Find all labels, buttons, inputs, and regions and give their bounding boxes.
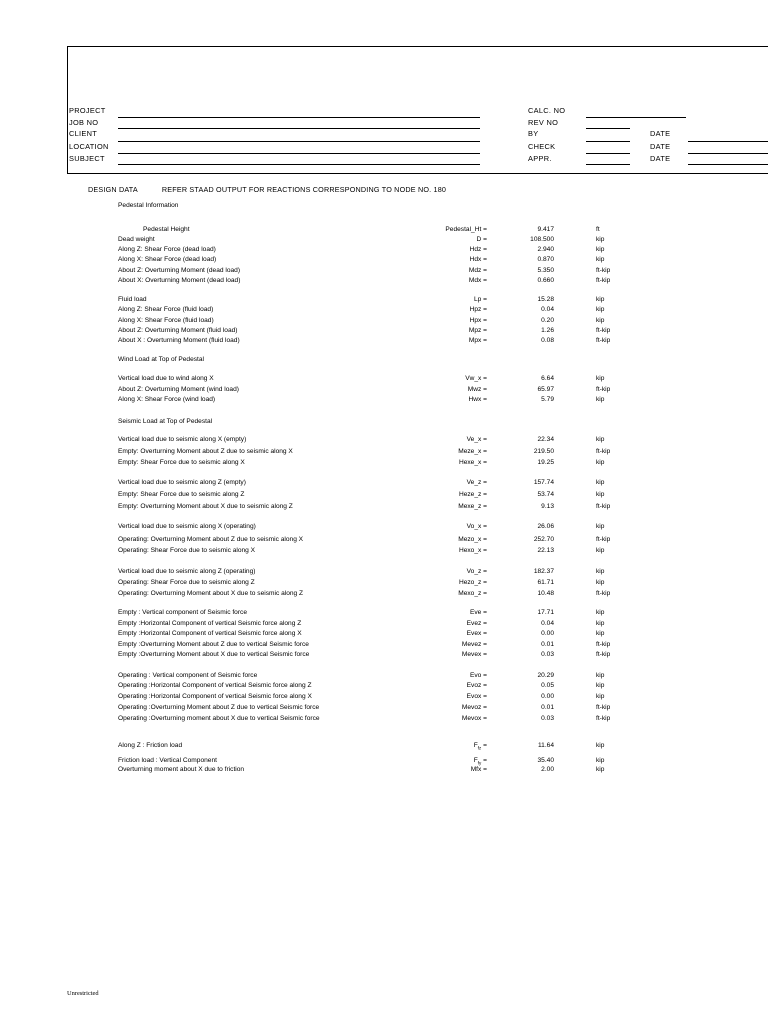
row-description: Operating : Vertical component of Seismic force [118,672,258,679]
row-value: 26.06 [537,523,554,530]
row-unit: ft-kip [596,327,611,334]
symbol-base: F [473,742,478,749]
row-description: Vertical load due to wind along X [118,375,214,382]
row-value: 9.13 [541,503,554,510]
row-description: About Z: Overturning Moment (fluid load) [118,327,238,334]
row-unit: kip [596,459,605,466]
row-symbol: Ve_x = [466,436,487,443]
design-data-label: DESIGN DATA [88,185,138,194]
row-value: 19.25 [537,459,554,466]
check-label: CHECK [528,142,556,151]
row-unit: kip [596,317,605,324]
project-field [118,117,480,118]
load-row [0,255,768,265]
row-description: Along Z: Shear Force (fluid load) [118,306,214,313]
row-unit: ft-kip [596,651,611,658]
row-unit: kip [596,620,605,627]
location-label: LOCATION [69,142,109,151]
row-symbol: Hpz = [469,306,487,313]
row-value: 65.97 [537,386,554,393]
row-unit: kip [596,568,605,575]
rev-no-label: REV NO [528,118,559,127]
row-description: Fluid load [118,296,147,303]
row-description: Along X: Shear Force (wind load) [118,396,216,403]
row-description: Vertical load due to seismic along Z (operating) [118,568,256,575]
row-symbol: Hdz = [469,246,487,253]
row-value: 0.660 [537,277,554,284]
load-row [0,681,768,691]
row-symbol: Hexo_x = [458,547,487,554]
row-description: Operating :Overturning Moment about Z due to vertical Seismic force [118,704,320,711]
row-unit: ft-kip [596,590,611,597]
row-value: 0.05 [541,682,554,689]
date-field-1 [688,141,768,142]
row-unit: kip [596,396,605,403]
row-unit: kip [596,609,605,616]
row-value: 35.40 [537,757,554,764]
load-row [0,619,768,629]
subject-field [118,164,480,165]
row-value: 182.37 [533,568,554,575]
row-unit: ft [596,226,600,233]
row-unit: ft-kip [596,277,611,284]
row-symbol: Mevez = [461,641,487,648]
row-value: 219.50 [533,448,554,455]
row-description: Vertical load due to seismic along X (empty) [118,436,247,443]
row-value: 108.500 [530,236,554,243]
row-symbol: Mexo_z = [458,590,487,597]
load-row [0,276,768,286]
row-value: 0.03 [541,651,554,658]
load-row [0,295,768,305]
row-symbol: Mdx = [468,277,487,284]
row-value: 20.29 [537,672,554,679]
row-description: Friction load : Vertical Component [118,757,217,764]
row-value: 0.00 [541,630,554,637]
row-description: About X: Overturning Moment (dead load) [118,277,241,284]
load-row [0,447,768,457]
row-unit: ft-kip [596,704,611,711]
row-symbol: Mdz = [468,267,487,274]
date-label-1: DATE [650,129,671,138]
row-unit: kip [596,375,605,382]
load-row [0,567,768,577]
row-unit: kip [596,547,605,554]
row-symbol: Mpz = [468,327,487,334]
row-unit: kip [596,630,605,637]
symbol-subscript: fy [477,760,482,766]
row-value: 0.20 [541,317,554,324]
section-wind: Wind Load at Top of Pedestal [118,356,205,363]
load-row [0,395,768,405]
row-symbol: Hdx = [469,256,487,263]
row-description: Operating :Overturning moment about X due to vertical Seismic force [118,715,320,722]
row-symbol: Eve = [469,609,487,616]
rev-no-field [586,128,630,129]
row-value: 1.26 [541,327,554,334]
row-symbol: Mpx = [468,337,487,344]
row-value: 61.71 [537,579,554,586]
row-description: About X : Overturning Moment (fluid load) [118,337,240,344]
row-value: 2.00 [541,766,554,773]
row-description: Along X: Shear Force (fluid load) [118,317,214,324]
row-value: 0.04 [541,620,554,627]
load-row [0,316,768,326]
date-label-2: DATE [650,142,671,151]
row-description: Vertical load due to seismic along X (operating) [118,523,256,530]
row-symbol: Ve_z = [466,479,487,486]
row-symbol: Hpx = [469,317,487,324]
row-description: Operating :Horizontal Component of vertical Seismic force along X [118,693,312,700]
row-description: Along Z : Friction load [118,742,183,749]
row-symbol: Hezo_z = [458,579,487,586]
load-row [0,589,768,599]
row-value: 0.870 [537,256,554,263]
job-no-label: JOB NO [69,118,99,127]
row-symbol: Evo = [469,672,487,679]
row-value: 9.417 [537,226,554,233]
row-value: 53.74 [537,491,554,498]
row-description: Overturning moment about X due to friction [118,766,245,773]
design-data-note: REFER STAAD OUTPUT FOR REACTIONS CORRESPONDING TO NODE NO. 180 [161,185,447,194]
row-unit: ft-kip [596,386,611,393]
row-unit: kip [596,682,605,689]
row-value: 6.64 [541,375,554,382]
symbol-subscript: fz [477,745,482,751]
row-value: 11.64 [537,742,554,749]
date-label-3: DATE [650,154,671,163]
row-unit: ft-kip [596,267,611,274]
row-symbol: Evex = [466,630,487,637]
row-value: 22.34 [537,436,554,443]
design-data-line [88,185,446,194]
row-symbol: Evox = [466,693,487,700]
row-symbol: D = [476,236,487,243]
row-symbol: Vo_x = [466,523,487,530]
row-description: Empty :Horizontal Component of vertical Seismic force along Z [118,620,302,627]
row-description: Dead weight [118,236,155,243]
row-value: 22.13 [537,547,554,554]
load-row [0,578,768,588]
date-field-2 [688,153,768,154]
load-row [0,714,768,724]
load-row [0,650,768,660]
row-symbol: Evoz = [466,682,487,689]
calc-no-label: CALC. NO [528,106,566,115]
load-row [0,522,768,532]
row-value: 2.940 [537,246,554,253]
row-unit: ft-kip [596,337,611,344]
load-row [0,535,768,545]
load-row [0,692,768,702]
client-field [118,141,480,142]
row-description: Empty: Shear Force due to seismic along Z [118,491,245,498]
row-value: 0.03 [541,715,554,722]
check-field [586,153,630,154]
row-description: Operating: Overturning Moment about X due to seismic along Z [118,590,304,597]
row-description: Operating: Shear Force due to seismic along X [118,547,256,554]
row-value: 0.08 [541,337,554,344]
row-value: 0.00 [541,693,554,700]
load-row [0,235,768,245]
row-description: Empty :Horizontal Component of vertical Seismic force along X [118,630,302,637]
row-symbol: Vw_x = [465,375,487,382]
load-row [0,374,768,384]
row-description: Empty: Shear Force due to seismic along X [118,459,245,466]
row-description: Empty: Overturning Moment about Z due to seismic along X [118,448,293,455]
by-field [586,141,630,142]
row-description: About Z: Overturning Moment (dead load) [118,267,241,274]
location-field [118,153,480,154]
row-symbol: Mfx = [470,766,487,773]
row-description: Vertical load due to seismic along Z (empty) [118,479,246,486]
load-row [0,765,768,775]
row-unit: kip [596,236,605,243]
load-row [0,245,768,255]
row-unit: kip [596,296,605,303]
load-row [0,629,768,639]
load-row [0,458,768,468]
job-no-field [118,128,480,129]
row-value: 15.28 [537,296,554,303]
row-value: 17.71 [537,609,554,616]
row-symbol: Pedestal_Ht = [445,226,487,233]
row-description: Along Z: Shear Force (dead load) [118,246,216,253]
load-row [0,703,768,713]
project-label: PROJECT [69,106,106,115]
row-symbol: Mwz = [467,386,487,393]
load-row [0,608,768,618]
row-symbol: Meze_x = [458,448,487,455]
row-symbol: Mezo_x = [458,536,487,543]
row-unit: kip [596,306,605,313]
load-row [0,326,768,336]
row-unit: kip [596,523,605,530]
symbol-base: F [473,757,478,764]
row-value: 5.350 [537,267,554,274]
load-row [0,266,768,276]
load-row [0,435,768,445]
row-value: 10.48 [537,590,554,597]
section-seismic: Seismic Load at Top of Pedestal [118,418,213,425]
row-symbol: Hexe_x = [458,459,487,466]
symbol-equals: = [481,742,487,749]
row-unit: ft-kip [596,715,611,722]
row-description: Empty : Vertical component of Seismic force [118,609,247,616]
footer-classification: Unrestricted [67,990,99,997]
row-unit: ft-kip [596,448,611,455]
row-symbol: Mevox = [461,715,487,722]
row-unit: kip [596,672,605,679]
row-value: 0.01 [541,641,554,648]
load-row [0,640,768,650]
row-value: 5.79 [541,396,554,403]
row-symbol [474,741,487,753]
row-value: 0.01 [541,704,554,711]
appr-field [586,164,630,165]
load-row [0,490,768,500]
row-unit: kip [596,256,605,263]
section-pedestal: Pedestal Information [118,202,179,209]
row-unit: kip [596,491,605,498]
row-unit: kip [596,479,605,486]
calc-no-field [586,117,686,118]
load-row [0,546,768,556]
row-value: 252.70 [533,536,554,543]
row-description: Empty :Overturning Moment about X due to vertical Seismic force [118,651,310,658]
load-row [0,478,768,488]
subject-label: SUBJECT [69,154,105,163]
row-unit: ft-kip [596,641,611,648]
load-row [0,502,768,512]
row-unit: kip [596,766,605,773]
row-symbol: Lp = [473,296,487,303]
row-symbol: Mevex = [461,651,487,658]
row-description: Empty :Overturning Moment about Z due to vertical Seismic force [118,641,309,648]
row-symbol: Heze_z = [458,491,487,498]
row-description: Operating :Horizontal Component of vertical Seismic force along Z [118,682,312,689]
by-label: BY [528,129,539,138]
row-description: Operating: Shear Force due to seismic along Z [118,579,255,586]
row-description: Pedestal Height [143,226,190,233]
row-symbol: Vo_z = [466,568,487,575]
row-unit: kip [596,742,605,749]
load-row [0,225,768,235]
load-row [0,336,768,346]
row-unit: kip [596,757,605,764]
row-unit: kip [596,693,605,700]
load-row [0,741,768,751]
load-row [0,305,768,315]
row-symbol: Mexe_z = [458,503,487,510]
row-description: Empty: Overturning Moment about X due to seismic along Z [118,503,293,510]
row-description: Operating: Overturning Moment about Z due to seismic along X [118,536,304,543]
row-value: 0.04 [541,306,554,313]
load-row [0,385,768,395]
row-unit: ft-kip [596,536,611,543]
symbol-equals: = [481,757,487,764]
row-unit: kip [596,579,605,586]
date-field-3 [688,164,768,165]
row-unit: ft-kip [596,503,611,510]
row-description: About Z: Overturning Moment (wind load) [118,386,239,393]
row-value: 157.74 [533,479,554,486]
row-symbol: Hwx = [468,396,487,403]
client-label: CLIENT [69,129,98,138]
row-symbol: Evez = [466,620,487,627]
row-unit: kip [596,246,605,253]
load-row [0,671,768,681]
row-symbol: Mevoz = [461,704,487,711]
row-unit: kip [596,436,605,443]
row-description: Along X: Shear Force (dead load) [118,256,217,263]
appr-label: APPR. [528,154,552,163]
